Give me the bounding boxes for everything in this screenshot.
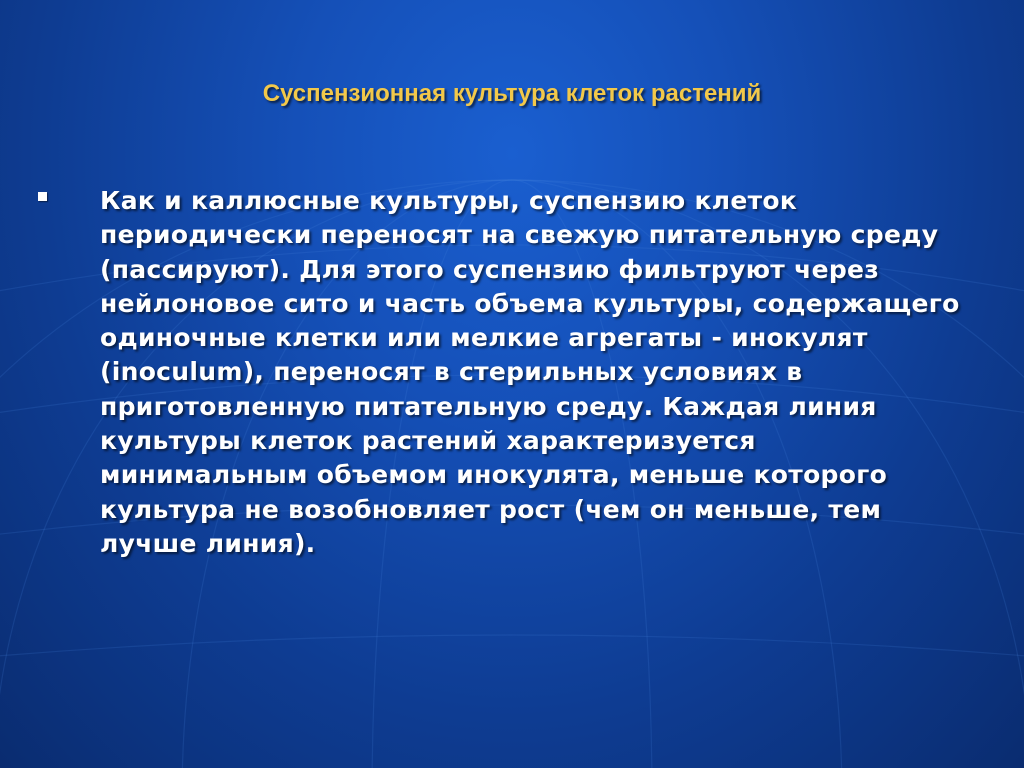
square-bullet-icon: [38, 192, 47, 201]
slide-title: Суспензионная культура клеток растений: [262, 80, 762, 107]
slide-body-text: Как и каллюсные культуры, суспензию клеток периодически переносят на свежую питательную среду (пассируют). Для этого суспензию фильтруют через нейлоновое сито и часть объема культуры, содержащего одиночные клетки или мелкие агрегаты - инокулят (inoculum), переносят в стерильных условиях в приготовленную питательную среду. Каждая линия культуры клеток растений характеризуется минимальным объемом инокулята, меньше которого культура не возобновляет рост (чем он меньше, тем лучше линия).: [100, 186, 960, 558]
